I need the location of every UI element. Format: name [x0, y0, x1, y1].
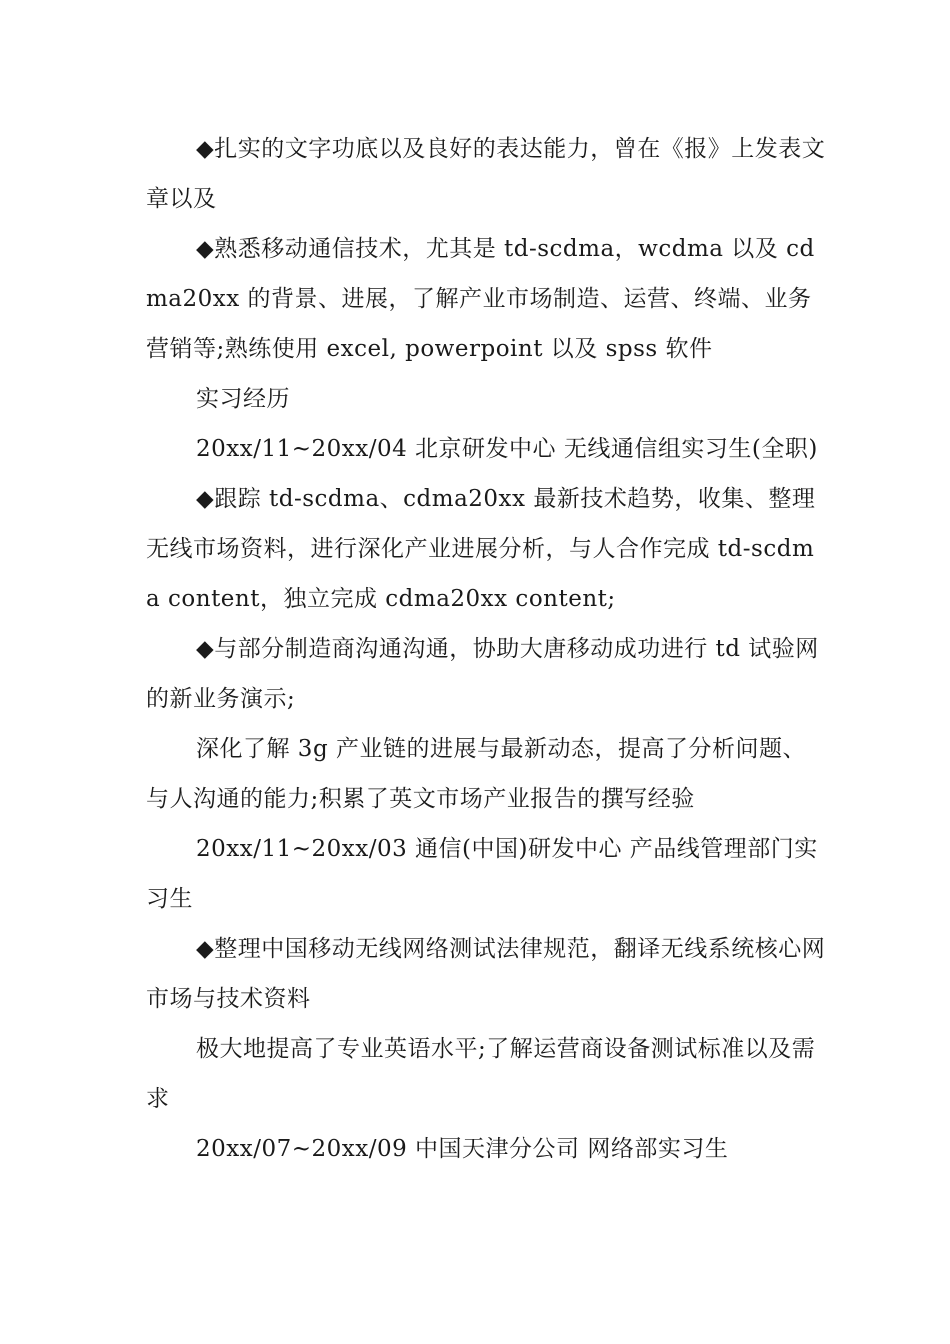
section-heading-internship: 实习经历	[196, 386, 290, 412]
internship-2-outcome: 极大地提高了专业英语水平;了解运营商设备测试标准以及需求	[146, 1036, 816, 1112]
skill-mobile-tech-paragraph: ◆熟悉移动通信技术，尤其是 td-scdma，wcdma 以及 cdma20xx 的背景、进展，了解产业市场制造、运营、终端、业务营销等;熟练使用 excel, powerpoint 以及 spss 软件	[146, 236, 815, 362]
internship-1-duty-1: ◆跟踪 td-scdma、cdma20xx 最新技术趋势，收集、整理无线市场资料，进行深化产业进展分析，与人合作完成 td-scdma content，独立完成 cdma20xx content;	[146, 486, 816, 612]
internship-1-header: 20xx/11~20xx/04 北京研发中心 无线通信组实习生(全职)	[196, 436, 818, 462]
skill-writing-paragraph: ◆扎实的文字功底以及良好的表达能力，曾在《报》上发表文章以及	[146, 136, 826, 212]
internship-1-outcome: 深化了解 3g 产业链的进展与最新动态，提高了分析问题、与人沟通的能力;积累了英文市场产业报告的撰写经验	[146, 736, 806, 812]
internship-2-duty-1: ◆整理中国移动无线网络测试法律规范，翻译无线系统核心网市场与技术资料	[146, 936, 826, 1012]
internship-3-header: 20xx/07~20xx/09 中国天津分公司 网络部实习生	[196, 1136, 729, 1162]
internship-2-header: 20xx/11~20xx/03 通信(中国)研发中心 产品线管理部门实习生	[146, 836, 818, 912]
internship-1-duty-2: ◆与部分制造商沟通沟通，协助大唐移动成功进行 td 试验网的新业务演示;	[146, 636, 819, 712]
document-body	[146, 124, 826, 1174]
